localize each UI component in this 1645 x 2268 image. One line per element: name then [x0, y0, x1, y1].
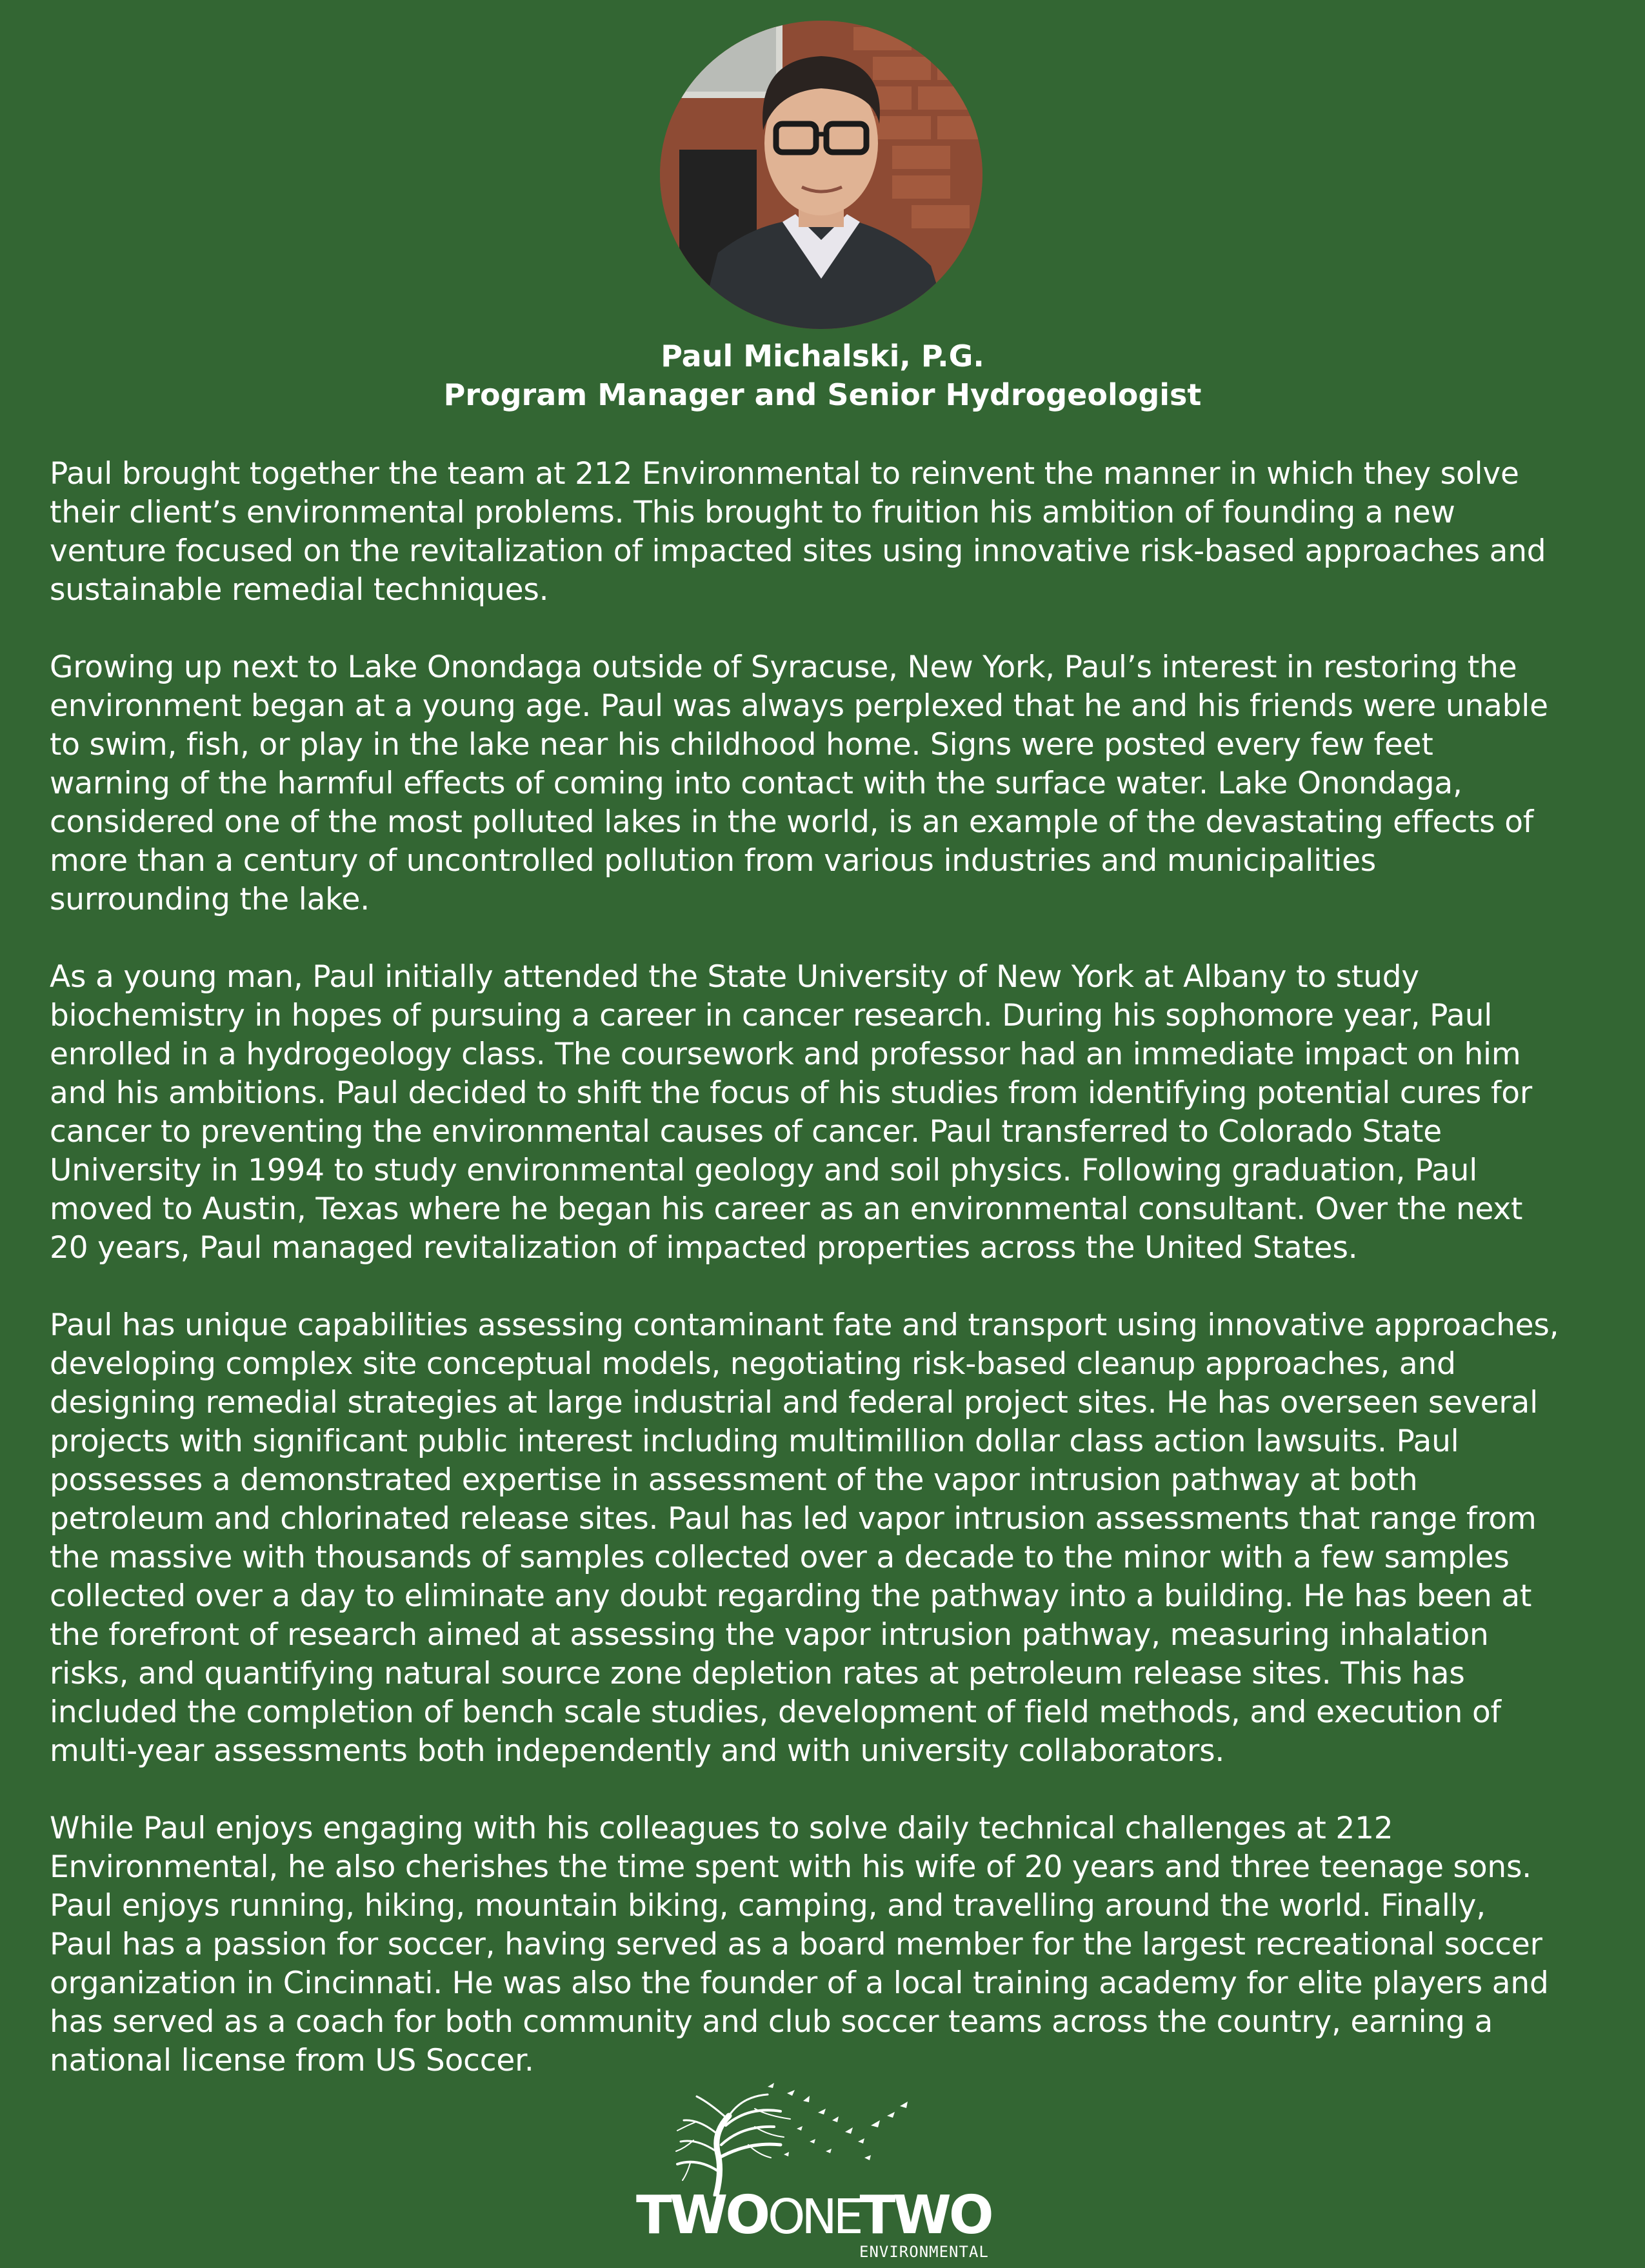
text-line: projects with significant public interest including multimillion dollar class action lawsuits. Paul: [50, 1424, 1459, 1459]
logo-word-mid: ONE: [768, 2189, 860, 2245]
logo-subtitle: ENVIRONMENTAL: [859, 2243, 989, 2261]
person-portrait-icon: [660, 21, 982, 329]
text-line: Paul enjoys running, hiking, mountain biking, camping, and travelling around the world. Finally,: [50, 1888, 1486, 1924]
text-line: multi-year assessments both independently and with university collaborators.: [50, 1733, 1225, 1769]
text-line: their client’s environmental problems. This brought to fruition his ambition of founding a new: [50, 495, 1455, 530]
text-line: the massive with thousands of samples collected over a decade to the minor with a few samples: [50, 1540, 1510, 1575]
logo-wordmark: [636, 2187, 992, 2246]
text-line: warning of the harmful effects of coming into contact with the surface water. Lake Onondaga,: [50, 766, 1462, 801]
text-line: to swim, fish, or play in the lake near his childhood home. Signs were posted every few feet: [50, 727, 1433, 762]
profile-header: [0, 337, 1645, 414]
text-line: considered one of the most polluted lakes in the world, is an example of the devastating effects of: [50, 804, 1534, 840]
person-title: Program Manager and Senior Hydrogeologist: [443, 377, 1202, 412]
text-line: 20 years, Paul managed revitalization of impacted properties across the United States.: [50, 1230, 1358, 1266]
text-line: the forefront of research aimed at assessing the vapor intrusion pathway, measuring inhalation: [50, 1617, 1489, 1653]
text-line: has served as a coach for both community and club soccer teams across the country, earning a: [50, 2004, 1493, 2040]
text-line: included the completion of bench scale studies, development of field methods, and execution of: [50, 1695, 1501, 1730]
person-name: Paul Michalski, P.G.: [661, 339, 984, 373]
text-line: surrounding the lake.: [50, 882, 370, 917]
text-line: Environmental, he also cherishes the time spent with his wife of 20 years and three teenage sons.: [50, 1849, 1532, 1885]
bio-paragraph: [50, 958, 1611, 1268]
text-line: moved to Austin, Texas where he began his career as an environmental consultant. Over the next: [50, 1191, 1523, 1227]
text-line: Paul has unique capabilities assessing contaminant fate and transport using innovative approaches,: [50, 1308, 1559, 1343]
text-line: developing complex site conceptual models, negotiating risk-based cleanup approaches, and: [50, 1346, 1456, 1382]
text-line: petroleum and chlorinated release sites. Paul has led vapor intrusion assessments that range from: [50, 1501, 1537, 1537]
text-line: Paul brought together the team at 212 Environmental to reinvent the manner in which they solve: [50, 456, 1519, 492]
portrait-photo: [660, 21, 982, 329]
text-line: collected over a day to eliminate any doubt regarding the pathway into a building. He has been at: [50, 1578, 1532, 1614]
text-line: enrolled in a hydrogeology class. The coursework and professor had an immediate impact on him: [50, 1037, 1521, 1072]
text-line: Paul has a passion for soccer, having served as a board member for the largest recreational soccer: [50, 1927, 1542, 1962]
logo-word-left: TWO: [636, 2185, 768, 2246]
biography: [50, 455, 1611, 2119]
bio-paragraph: [50, 648, 1611, 919]
text-line: national license from US Soccer.: [50, 2043, 534, 2078]
text-line: more than a century of uncontrolled pollution from various industries and municipalities: [50, 843, 1377, 879]
company-logo: [632, 2080, 993, 2261]
bio-paragraph: [50, 1306, 1611, 1771]
text-line: venture focused on the revitalization of impacted sites using innovative risk-based approaches and: [50, 533, 1546, 569]
text-line: environment began at a young age. Paul was always perplexed that he and his friends were unable: [50, 688, 1548, 724]
text-line: and his ambitions. Paul decided to shift the focus of his studies from identifying potential cures for: [50, 1075, 1532, 1111]
bio-paragraph: [50, 455, 1611, 610]
text-line: biochemistry in hopes of pursuing a career in cancer research. During his sophomore year, Paul: [50, 998, 1493, 1033]
text-line: possesses a demonstrated expertise in assessment of the vapor intrusion pathway at both: [50, 1462, 1418, 1498]
text-line: University in 1994 to study environmental geology and soil physics. Following graduation, Paul: [50, 1153, 1478, 1188]
text-line: While Paul enjoys engaging with his colleagues to solve daily technical challenges at 212: [50, 1811, 1393, 1846]
text-line: cancer to preventing the environmental causes of cancer. Paul transferred to Colorado State: [50, 1114, 1442, 1149]
text-line: As a young man, Paul initially attended the State University of New York at Albany to study: [50, 959, 1419, 995]
text-line: sustainable remedial techniques.: [50, 572, 549, 608]
text-line: Growing up next to Lake Onondaga outside of Syracuse, New York, Paul’s interest in restoring the: [50, 650, 1517, 685]
text-line: risks, and quantifying natural source zone depletion rates at petroleum release sites. This has: [50, 1656, 1465, 1691]
bio-paragraph: [50, 1809, 1611, 2080]
logo-word-right: TWO: [859, 2185, 992, 2246]
tree-and-birds-icon: [671, 2080, 916, 2196]
text-line: organization in Cincinnati. He was also the founder of a local training academy for elite players and: [50, 1965, 1549, 2001]
text-line: designing remedial strategies at large industrial and federal project sites. He has overseen several: [50, 1385, 1538, 1420]
